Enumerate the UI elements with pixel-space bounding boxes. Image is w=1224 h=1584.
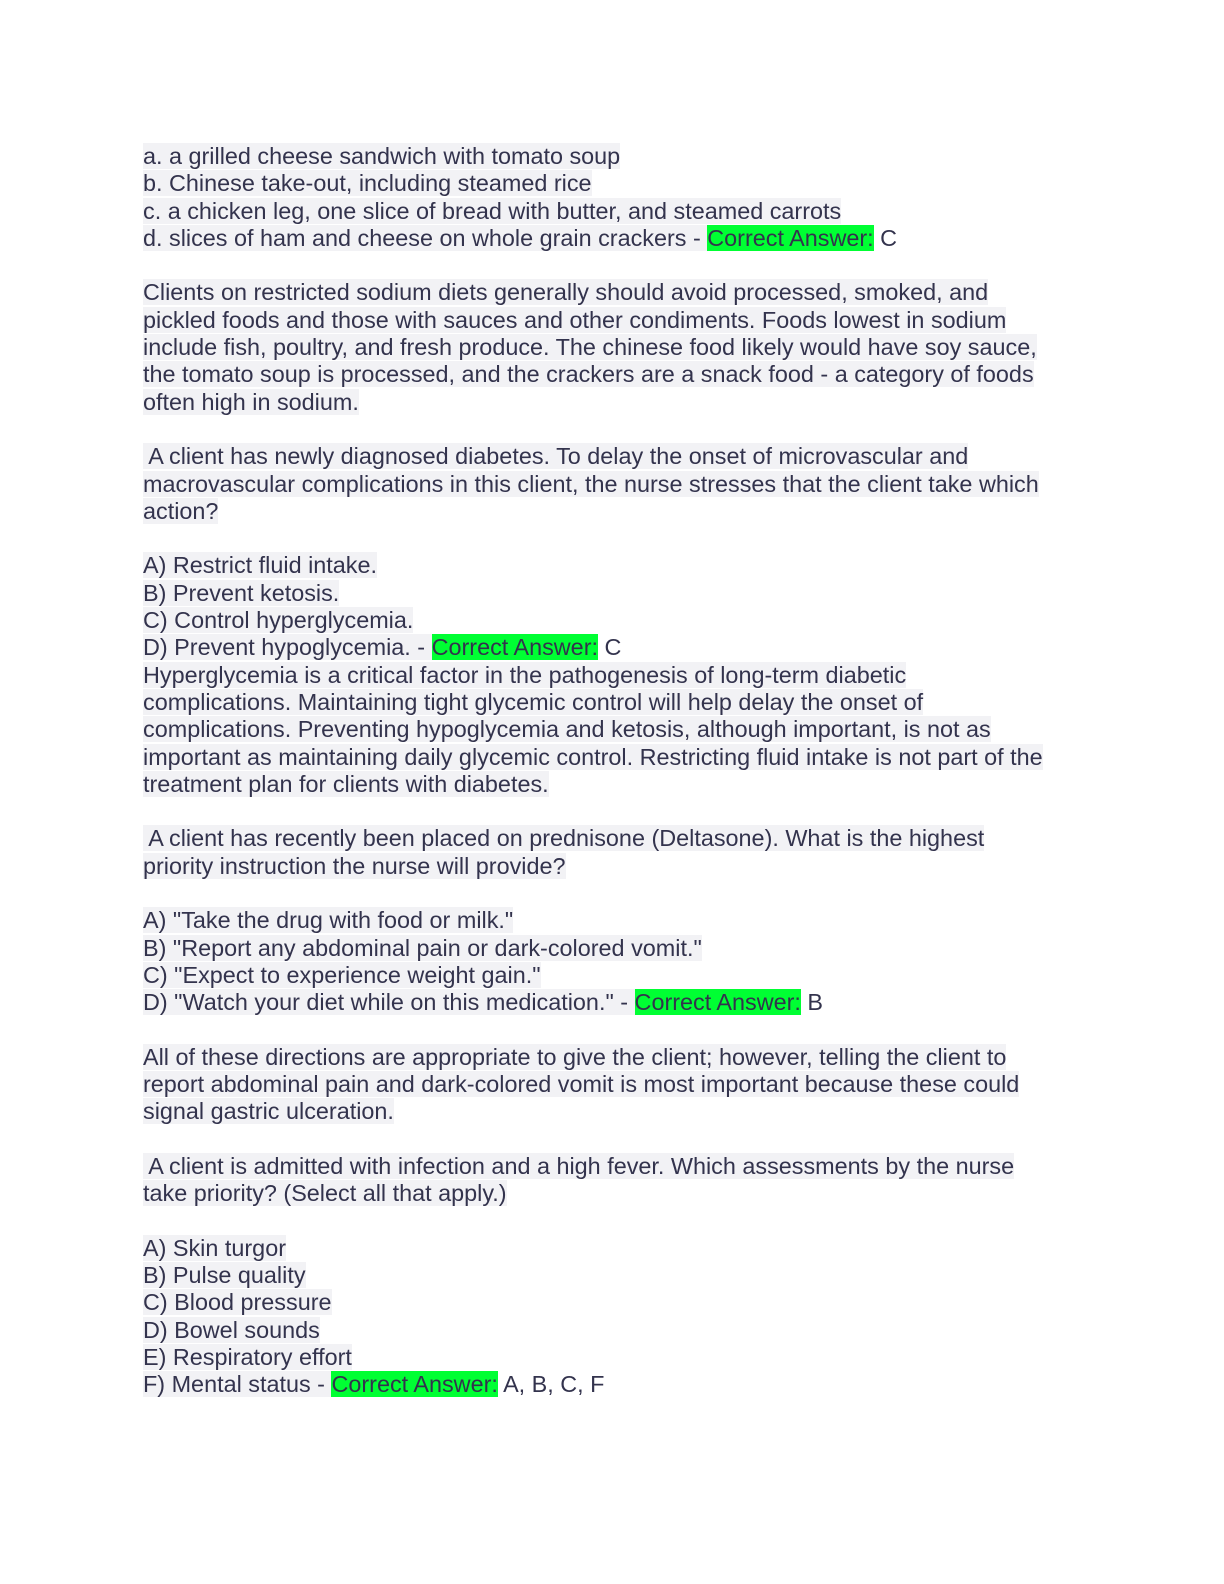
q4-option-c: C) Blood pressure [143,1289,332,1316]
q3-question-line: priority instruction the nurse will provide? [143,852,566,879]
q2-question-line: action? [143,497,219,524]
q2-option-c: C) Control hyperglycemia. [143,607,414,634]
q3-rationale-line: report abdominal pain and dark-colored vomit is most important because these could [143,1071,1020,1098]
q4-option-d: D) Bowel sounds [143,1316,320,1343]
q2-option-a: A) Restrict fluid intake. [143,552,377,579]
correct-answer-label: Correct Answer: [331,1371,498,1398]
correct-answer-label: Correct Answer: [431,634,598,661]
q1-rationale-line: pickled foods and those with sauces and other condiments. Foods lowest in sodium [143,306,1007,333]
q2-option-b: B) Prevent ketosis. [143,579,340,606]
q1-rationale-line: often high in sodium. [143,388,359,415]
q1-rationale-line: Clients on restricted sodium diets generally should avoid processed, smoked, and [143,279,989,306]
correct-answer-label: Correct Answer: [634,989,801,1016]
q2-rationale-line: complications. Preventing hypoglycemia and ketosis, although important, is not as [143,716,991,743]
q3-option-a: A) "Take the drug with food or milk." [143,907,514,934]
q2-rationale-line: Hyperglycemia is a critical factor in the pathogenesis of long-term diabetic [143,661,907,688]
q3-rationale-line: All of these directions are appropriate to give the client; however, telling the client to [143,1043,1007,1070]
q3-question-line: A client has recently been placed on prednisone (Deltasone). What is the highest [143,825,985,852]
correct-answer-value: A, B, C, F [497,1371,605,1398]
correct-answer-value: B [800,989,824,1016]
q3-option-b: B) "Report any abdominal pain or dark-colored vomit." [143,934,702,961]
q2-option-d: D) Prevent hypoglycemia. - Correct Answer: C [143,634,622,661]
q1-option-a: a. a grilled cheese sandwich with tomato soup [143,143,621,169]
q3-rationale-line: signal gastric ulceration. [143,1098,394,1125]
q1-option-b: b. Chinese take-out, including steamed rice [143,170,592,197]
q1-option-c: c. a chicken leg, one slice of bread with butter, and steamed carrots [143,197,842,224]
correct-answer-value: C [597,634,622,661]
q4-option-a: A) Skin turgor [143,1234,286,1261]
correct-answer-label: Correct Answer: [707,224,874,251]
q3-option-c: C) "Expect to experience weight gain." [143,961,541,988]
document-page [143,143,1083,1399]
q1-rationale-line: include fish, poultry, and fresh produce. The chinese food likely would have soy sauce, [143,334,1037,361]
q4-question-line: A client is admitted with infection and a high fever. Which assessments by the nurse [143,1152,1015,1179]
q2-question-line: A client has newly diagnosed diabetes. To delay the onset of microvascular and [143,443,969,470]
q2-rationale-line: treatment plan for clients with diabetes. [143,770,549,797]
q2-rationale-line: important as maintaining daily glycemic control. Restricting fluid intake is not part of the [143,743,1043,770]
q1-rationale-line: the tomato soup is processed, and the crackers are a snack food - a category of foods [143,361,1034,388]
q2-question-line: macrovascular complications in this client, the nurse stresses that the client take which [143,470,1039,497]
q4-option-f: F) Mental status - Correct Answer: A, B, C, F [143,1371,605,1398]
q4-option-e: E) Respiratory effort [143,1344,352,1371]
q4-option-b: B) Pulse quality [143,1262,306,1289]
q4-question-line: take priority? (Select all that apply.) [143,1180,507,1207]
q3-option-d: D) "Watch your diet while on this medication." - Correct Answer: B [143,989,824,1016]
q2-rationale-line: complications. Maintaining tight glycemic control will help delay the onset of [143,688,924,715]
q1-option-d: d. slices of ham and cheese on whole grain crackers - Correct Answer: C [143,224,898,251]
correct-answer-value: C [873,224,898,251]
